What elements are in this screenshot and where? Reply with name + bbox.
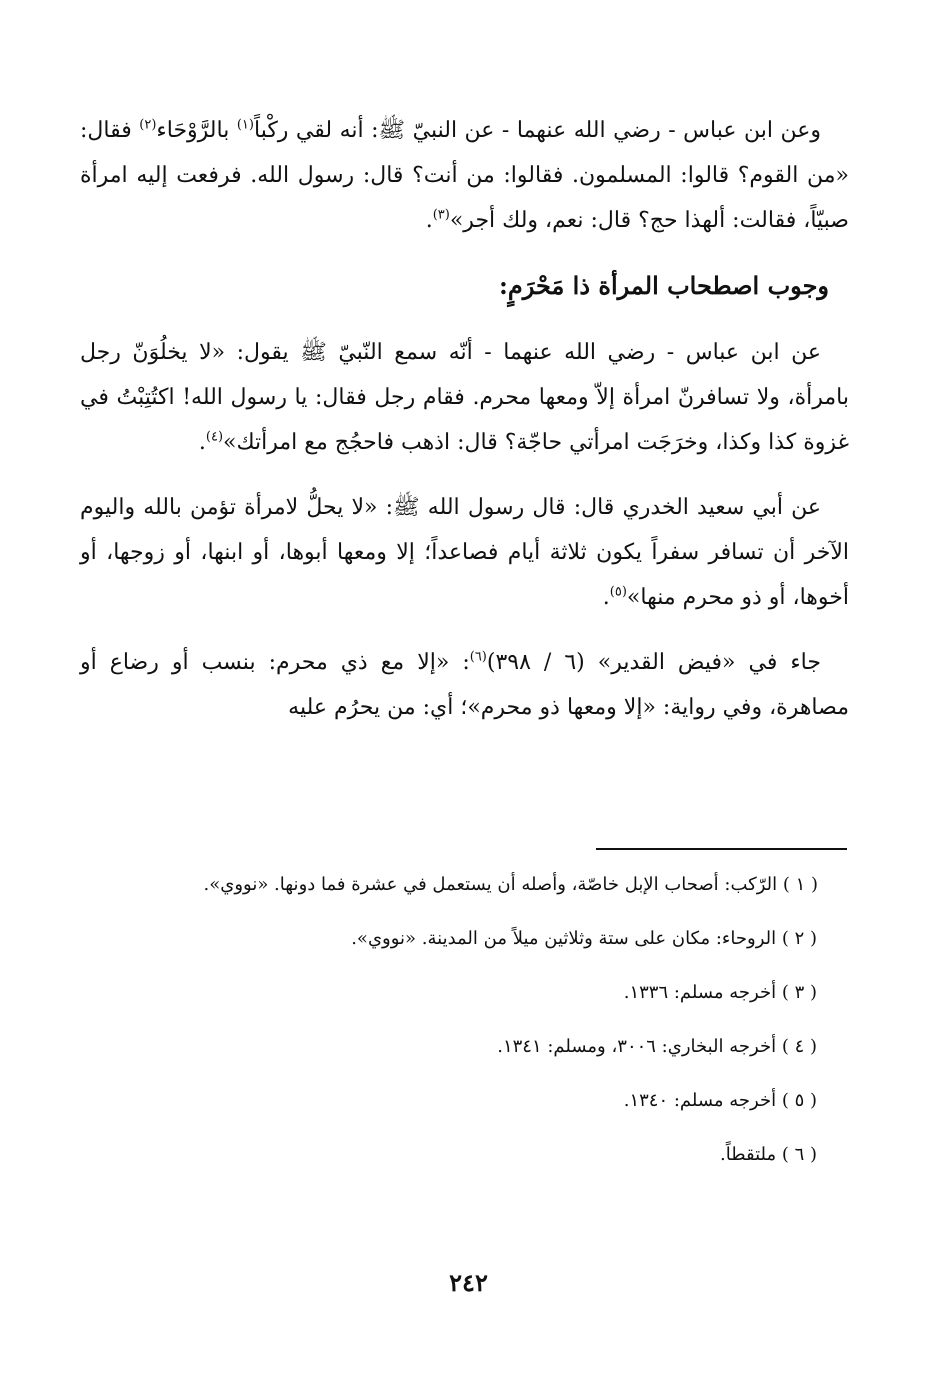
- paragraph-3: [80, 485, 849, 620]
- paragraph-2-end: .: [198, 430, 206, 455]
- paragraph-1-end: .: [425, 208, 433, 233]
- main-text: [80, 108, 849, 730]
- paragraph-4-text: جاء في «فيض القدير» (٦ / ٣٩٨): [486, 650, 821, 675]
- footnote-2: ( ٢ ) الروحاء: مكان على ستة وثلاثين ميلاً من المدينة. «نووي».: [351, 928, 817, 949]
- paragraph-1-text-2: بالرَّوْحَاء: [156, 118, 237, 143]
- section-heading: وجوب اصطحاب المرأة ذا مَحْرَمٍ:: [499, 271, 829, 300]
- paragraph-3-end: .: [602, 585, 610, 610]
- paragraph-3-text: عن أبي سعيد الخدري قال: قال رسول الله ﷺ: «لا يحلُّ لامرأة تؤمن بالله واليوم الآخر أن تسافر سفراً يكون ثلاثة أيام فصاعداً؛ إلا ومعها أبوها، أو ابنها، أو زوجها، أو أخوها، أو ذو محرم منها»: [80, 495, 849, 610]
- paragraph-1-text: وعن ابن عباس - رضي الله عنهما - عن النبيّ ﷺ: أنه لقي ركْباً: [253, 118, 821, 143]
- footnote-ref-1: (١): [236, 117, 254, 133]
- footnote-ref-5: (٥): [609, 584, 627, 600]
- footnote-ref-3: (٣): [432, 207, 450, 223]
- footnote-4: ( ٤ ) أخرجه البخاري: ٣٠٠٦، ومسلم: ١٣٤١.: [497, 1036, 817, 1057]
- footnote-ref-4: (٤): [205, 429, 224, 445]
- footnote-1: ( ١ ) الرّكب: أصحاب الإبل خاصّة، وأصله أن يستعمل في عشرة فما دونها. «نووي».: [203, 874, 818, 895]
- paragraph-1: [80, 108, 849, 243]
- footnote-6: ( ٦ ) ملتقطاً.: [720, 1144, 817, 1165]
- paragraph-1-text-3: فقال: «من القوم؟ قالوا: المسلمون. فقالوا: من أنت؟ قال: رسول الله. فرفعت إليه امرأة صبيّاً، فقالت: ألهذا حج؟ قال: نعم، ولك أجر»: [80, 118, 849, 233]
- paragraph-2: [80, 330, 849, 465]
- footnote-3: ( ٣ ) أخرجه مسلم: ١٣٣٦.: [623, 982, 817, 1003]
- footnote-divider: [596, 848, 847, 850]
- footnotes: [80, 868, 817, 1192]
- paragraph-4-text-2: : «إلا مع ذي محرم: بنسب أو رضاع أو مصاهرة، وفي رواية: «إلا ومعها ذو محرم»؛ أي: من يحرُم عليه: [80, 650, 849, 720]
- footnote-5: ( ٥ ) أخرجه مسلم: ١٣٤٠.: [623, 1090, 817, 1111]
- paragraph-4: [80, 640, 849, 730]
- paragraph-2-text: عن ابن عباس - رضي الله عنهما - أنّه سمع النّبيّ ﷺ يقول: «لا يخلُوَنّ رجل بامرأة، ولا تسافرنّ امرأة إلاّ ومعها محرم. فقام رجل فقال: يا رسول الله! اكتُتِبْتُ في غزوة كذا وكذا، وخرَجَت امرأتي حاجّة؟ قال: اذهب فاحجُج مع امرأتك»: [80, 340, 849, 455]
- footnote-ref-6: (٦): [469, 649, 487, 665]
- footnote-ref-2: (٢): [139, 117, 157, 133]
- page-number: ٢٤٢: [449, 1268, 488, 1297]
